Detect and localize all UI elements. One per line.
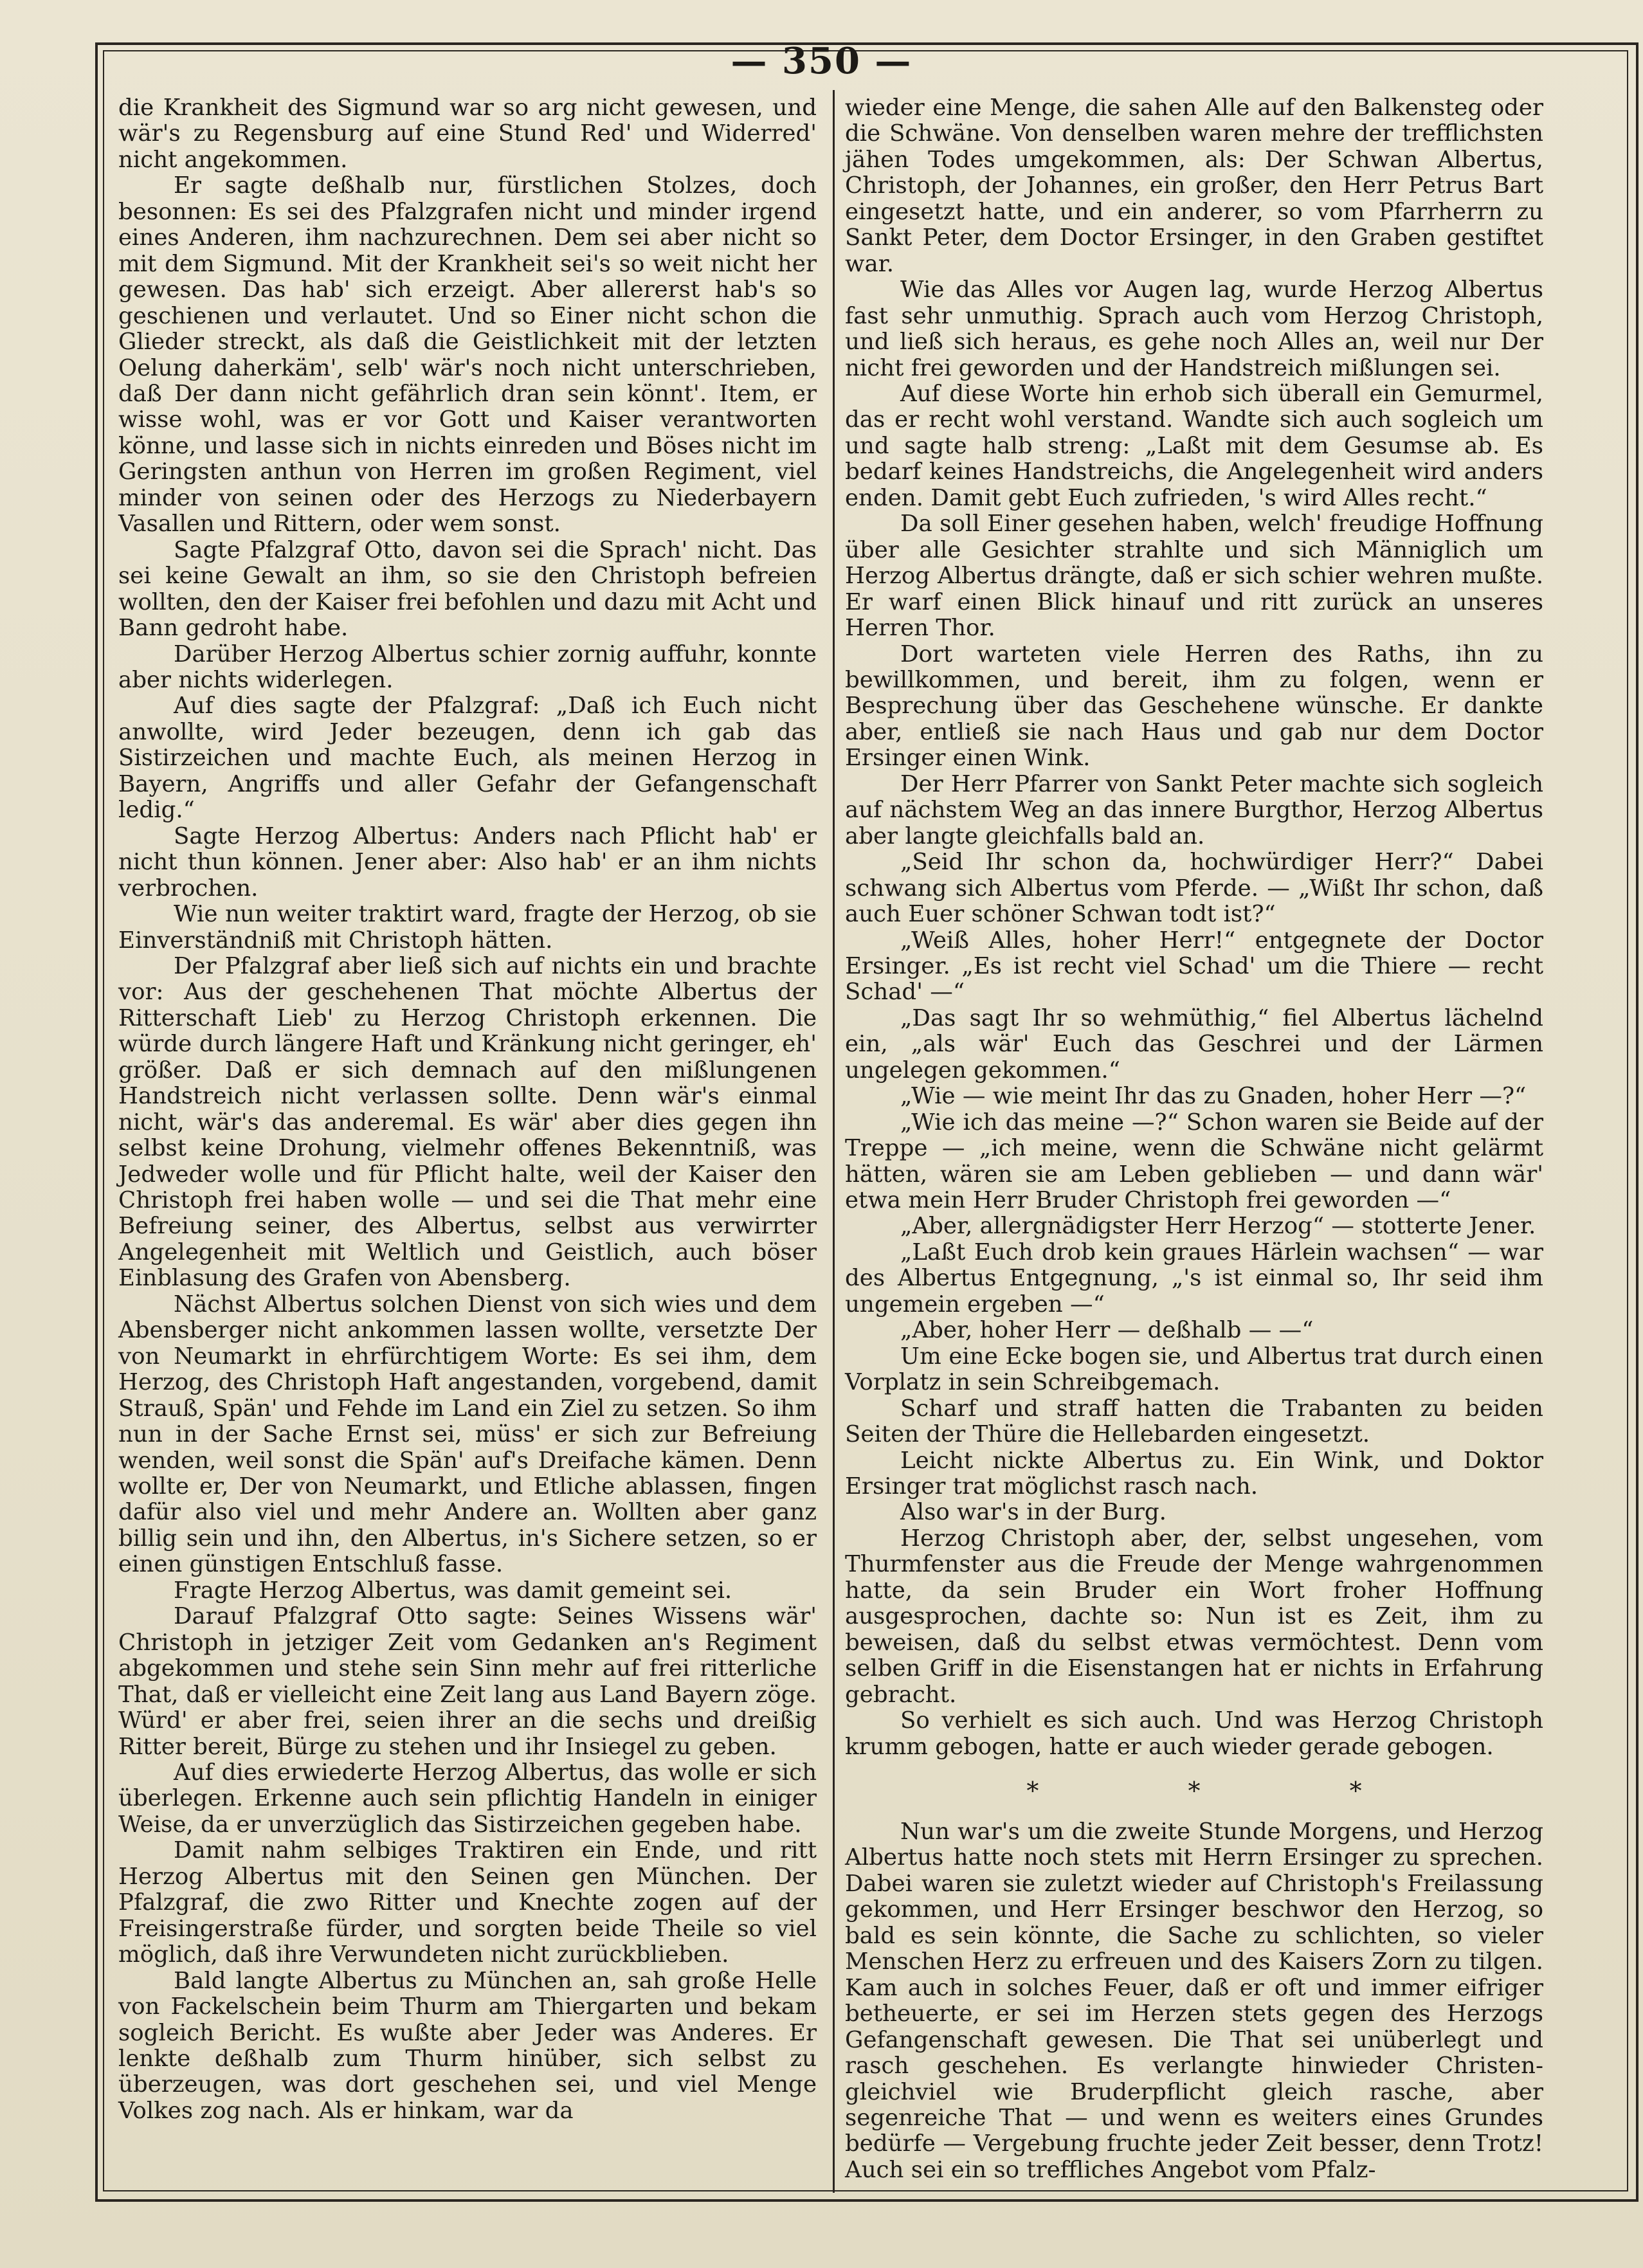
paragraph: wieder eine Menge, die sahen Alle auf den Balkensteg oder die Schwäne. Von denselben waren mehre der trefflichsten jähen Todes umgekommen, als: Der Schwan Albertus, Christoph, der Johannes, ein großer, den Herr Petrus Bart eingesetzt hatte, und ein anderer, so vom Pfarrherrn zu Sankt Peter, dem Doctor Ersinger, in den Graben gestiftet war.: [845, 95, 1543, 277]
paragraph: Er sagte deßhalb nur, fürstlichen Stolzes, doch besonnen: Es sei des Pfalzgrafen nicht und minder irgend eines Anderen, ihm nachzurechnen. Dem sei aber nicht so mit dem Sigmund. Mit der Krankheit sei's so weit nicht her gewesen. Das hab' sich erzeigt. Aber allererst hab's so geschienen und verlautet. Und so Einer nicht schon die Glieder streckt, als daß die Geistlichkeit mit der letzten Oelung daherkäm', selb' wär's noch nicht unterschrieben, daß Der dann nicht gefährlich dran sein könnt'. Item, er wisse wohl, was er vor Gott und Kaiser verantworten könne, und lasse sich in nichts einreden und Böses nicht im Geringsten anthun von Herren im großen Regiment, viel minder von seinen oder des Herzogs zu Niederbayern Vasallen und Rittern, oder wem sonst.: [118, 172, 817, 538]
paragraph: „Aber, allergnädigster Herr Herzog“ — stotterte Jener.: [900, 1213, 1536, 1240]
right-column: [845, 95, 1543, 2183]
section-separator: * * *: [1026, 1777, 1433, 1805]
paragraph: „Weiß Alles, hoher Herr!“ entgegnete der Doctor Ersinger. „Es ist recht viel Schad' um die Thiere — recht Schad' —“: [845, 927, 1543, 1006]
paragraph: „Aber, hoher Herr — deßhalb — —“: [900, 1317, 1314, 1344]
paragraph: Darauf Pfalzgraf Otto sagte: Seines Wissens wär' Christoph in jetziger Zeit vom Gedanken an's Regiment abgekommen und stehe sein Sinn mehr auf frei ritterliche That, daß er vielleicht eine Zeit lang aus Land Bayern zöge. Würd' er aber frei, seien ihrer an die sechs und dreißig Ritter bereit, Bürge zu stehen und ihr Insiegel zu geben.: [118, 1603, 817, 1760]
paragraph: Fragte Herzog Albertus, was damit gemeint sei.: [174, 1577, 732, 1604]
paragraph: Damit nahm selbiges Traktiren ein Ende, und ritt Herzog Albertus mit den Seinen gen München. Der Pfalzgraf, die zwo Ritter und Knechte zogen auf der Freisingerstraße fürder, und sorgten beide Theile so viel möglich, daß ihre Verwundeten nicht zurückblieben.: [118, 1837, 817, 1968]
paragraph: „Seid Ihr schon da, hochwürdiger Herr?“ Dabei schwang sich Albertus vom Pferde. — „Wißt Ihr schon, daß auch Euer schöner Schwan todt ist?“: [845, 849, 1543, 928]
paragraph: Also war's in der Burg.: [900, 1499, 1166, 1526]
paragraph: Auf dies erwiederte Herzog Albertus, das wolle er sich überlegen. Erkenne auch sein pflichtig Handeln in einiger Weise, da er unverzüglich das Sistirzeichen gegeben habe.: [118, 1759, 817, 1838]
paragraph: „Das sagt Ihr so wehmüthig,“ fiel Albertus lächelnd ein, „als wär' Euch das Geschrei und der Lärmen ungelegen gekommen.“: [845, 1004, 1543, 1084]
paragraph: Sagte Herzog Albertus: Anders nach Pflicht hab' er nicht thun können. Jener aber: Also hab' er an ihm nichts verbrochen.: [118, 822, 817, 902]
paragraph: Darüber Herzog Albertus schier zornig auffuhr, konnte aber nichts widerlegen.: [118, 640, 817, 693]
paragraph: Wie nun weiter traktirt ward, fragte der Herzog, ob sie Einverständniß mit Christoph hätten.: [118, 901, 817, 954]
paragraph: „Wie ich das meine —?“ Schon waren sie Beide auf der Treppe — „ich meine, wenn die Schwäne nicht gelärmt hätten, wären sie am Leben geblieben — und dann wär' etwa mein Herr Bruder Christoph frei geworden —“: [845, 1109, 1543, 1214]
paragraph: Bald langte Albertus zu München an, sah große Helle von Fackelschein beim Thurm am Thiergarten und bekam sogleich Bericht. Es wußte aber Jeder was Anderes. Er lenkte deßhalb zum Thurm hinüber, sich selbst zu überzeugen, was dort geschehen sei, und viel Menge Volkes zog nach. Als er hinkam, war da: [118, 1967, 817, 2124]
paragraph: Nächst Albertus solchen Dienst von sich wies und dem Abensberger nicht ankommen lassen wollte, versetzte Der von Neumarkt in ehrfürchtigem Worte: Es sei ihm, dem Herzog, des Christoph Haft angestanden, vorgebend, damit Strauß, Spän' und Fehde im Land ein Ziel zu setzen. So ihm nun in der Sache Ernst sei, müss' er sich zur Befreiung wenden, weil sonst die Spän' auf's Dreifache kämen. Denn wollte er, Der von Neumarkt, und Etliche ablassen, fingen dafür also viel und mehr Andere an. Wollten aber ganz billig sein und ihn, den Albertus, in's Sichere setzen, so er einen günstigen Entschluß fasse.: [118, 1291, 817, 1578]
left-column: [118, 95, 817, 2124]
paragraph: „Laßt Euch drob kein graues Härlein wachsen“ — war des Albertus Entgegnung, „'s ist einmal so, Ihr seid ihm ungemein ergeben —“: [845, 1238, 1543, 1318]
paragraph: die Krankheit des Sigmund war so arg nicht gewesen, und wär's zu Regensburg auf eine Stund Red' und Widerred' nicht angekommen.: [118, 95, 817, 173]
paragraph: Der Herr Pfarrer von Sankt Peter machte sich sogleich auf nächstem Weg an das innere Burgthor, Herzog Albertus aber langte gleichfalls bald an.: [845, 770, 1543, 849]
paragraph: Der Pfalzgraf aber ließ sich auf nichts ein und brachte vor: Aus der geschehenen That möchte Albertus der Ritterschaft Lieb' zu Herzog Christoph erkennen. Die würde durch längere Haft und Kränkung nicht geringer, eh' größer. Daß er sich demnach auf den mißlungenen Handstreich nicht verlassen sollte. Denn wär's einmal nicht, wär's das anderemal. Es wär' aber dies gegen ihn selbst keine Drohung, vielmehr offenes Bekenntniß, was Jedweder wolle und für Pflicht halte, weil der Kaiser den Christoph frei haben wolle — und sei die That mehr eine Befreiung seiner, des Albertus, selbst aus verwirrter Angelegenheit mit Weltlich und Geistlich, auch böser Einblasung des Grafen von Abensberg.: [118, 952, 817, 1292]
paragraph: Auf diese Worte hin erhob sich überall ein Gemurmel, das er recht wohl verstand. Wandte sich auch sogleich um und sagte halb streng: „Laßt mit dem Gesumse ab. Es bedarf keines Handstreichs, die Angelegenheit wird anders enden. Damit gebt Euch zufrieden, 's wird Alles recht.“: [845, 380, 1543, 511]
paragraph: Scharf und straff hatten die Trabanten zu beiden Seiten der Thüre die Hellebarden eingesetzt.: [845, 1395, 1543, 1448]
paragraph: Da soll Einer gesehen haben, welch' freudige Hoffnung über alle Gesichter strahlte und sich Männiglich um Herzog Albertus drängte, daß er sich schier wehren mußte. Er warf einen Blick hinauf und ritt zurück an unseres Herren Thor.: [845, 511, 1543, 642]
paragraph: Nun war's um die zweite Stunde Morgens, und Herzog Albertus hatte noch stets mit Herrn Ersinger zu sprechen. Dabei waren sie zuletzt wieder auf Christoph's Freilassung gekommen, und Herr Ersinger beschwor den Herzog, so bald es sein könnte, die Sache zu schlichten, so vieler Menschen Herz zu erfreuen und des Kaisers Zorn zu tilgen. Kam auch in solches Feuer, daß er oft und immer eifriger betheuerte, er sei im Herzen stets gegen des Herzogs Gefangenschaft gewesen. Die That sei unüberlegt und rasch geschehen. Es verlangte hinwieder Christen- gleichviel wie Bruderpflicht gleich rasche, aber segenreiche That — und wenn es weiters eines Grundes bedürfe — Vergebung fruchte jeder Zeit besser, denn Trotz! Auch sei ein so treffliches Angebot vom Pfalz-: [845, 1819, 1543, 2183]
paragraph: Herzog Christoph aber, der, selbst ungesehen, vom Thurmfenster aus die Freude der Menge wahrgenommen hatte, da sein Bruder ein Wort froher Hoffnung ausgesprochen, dachte so: Nun ist es Zeit, ihm zu beweisen, daß du selbst etwas vermöchtest. Denn vom selben Griff in die Eisenstangen hat er nichts in Erfahrung gebracht.: [845, 1525, 1543, 1708]
paragraph: Leicht nickte Albertus zu. Ein Wink, und Doktor Ersinger trat möglichst rasch nach.: [845, 1447, 1543, 1500]
page-number: — 350 —: [731, 40, 912, 82]
paragraph: Um eine Ecke bogen sie, und Albertus trat durch einen Vorplatz in sein Schreibgemach.: [845, 1343, 1543, 1396]
paragraph: Auf dies sagte der Pfalzgraf: „Daß ich Euch nicht anwollte, wird Jeder bezeugen, denn ich gab das Sistirzeichen und machte Euch, als meinen Herzog in Bayern, Angriffs und aller Gefahr der Gefangenschaft ledig.“: [118, 693, 817, 824]
paragraph: Dort warteten viele Herren des Raths, ihn zu bewillkommen, und bereit, ihm zu folgen, wenn er Besprechung über das Geschehene wünsche. Er dankte aber, entließ sie nach Haus und gab nur dem Doctor Ersinger einen Wink.: [845, 640, 1543, 772]
paragraph: Wie das Alles vor Augen lag, wurde Herzog Albertus fast sehr unmuthig. Sprach auch vom Herzog Christoph, und ließ sich heraus, es gehe noch Alles an, weil nur Der nicht frei geworden und der Handstreich mißlungen sei.: [845, 277, 1543, 381]
paragraph: „Wie — wie meint Ihr das zu Gnaden, hoher Herr —?“: [900, 1083, 1527, 1110]
paragraph: Sagte Pfalzgraf Otto, davon sei die Sprach' nicht. Das sei keine Gewalt an ihm, so sie den Christoph befreien wollten, den der Kaiser frei befohlen und dazu mit Acht und Bann gedroht habe.: [118, 536, 817, 642]
column-divider: [833, 90, 835, 2193]
paragraph: So verhielt es sich auch. Und was Herzog Christoph krumm gebogen, hatte er auch wieder gerade gebogen.: [845, 1707, 1543, 1760]
